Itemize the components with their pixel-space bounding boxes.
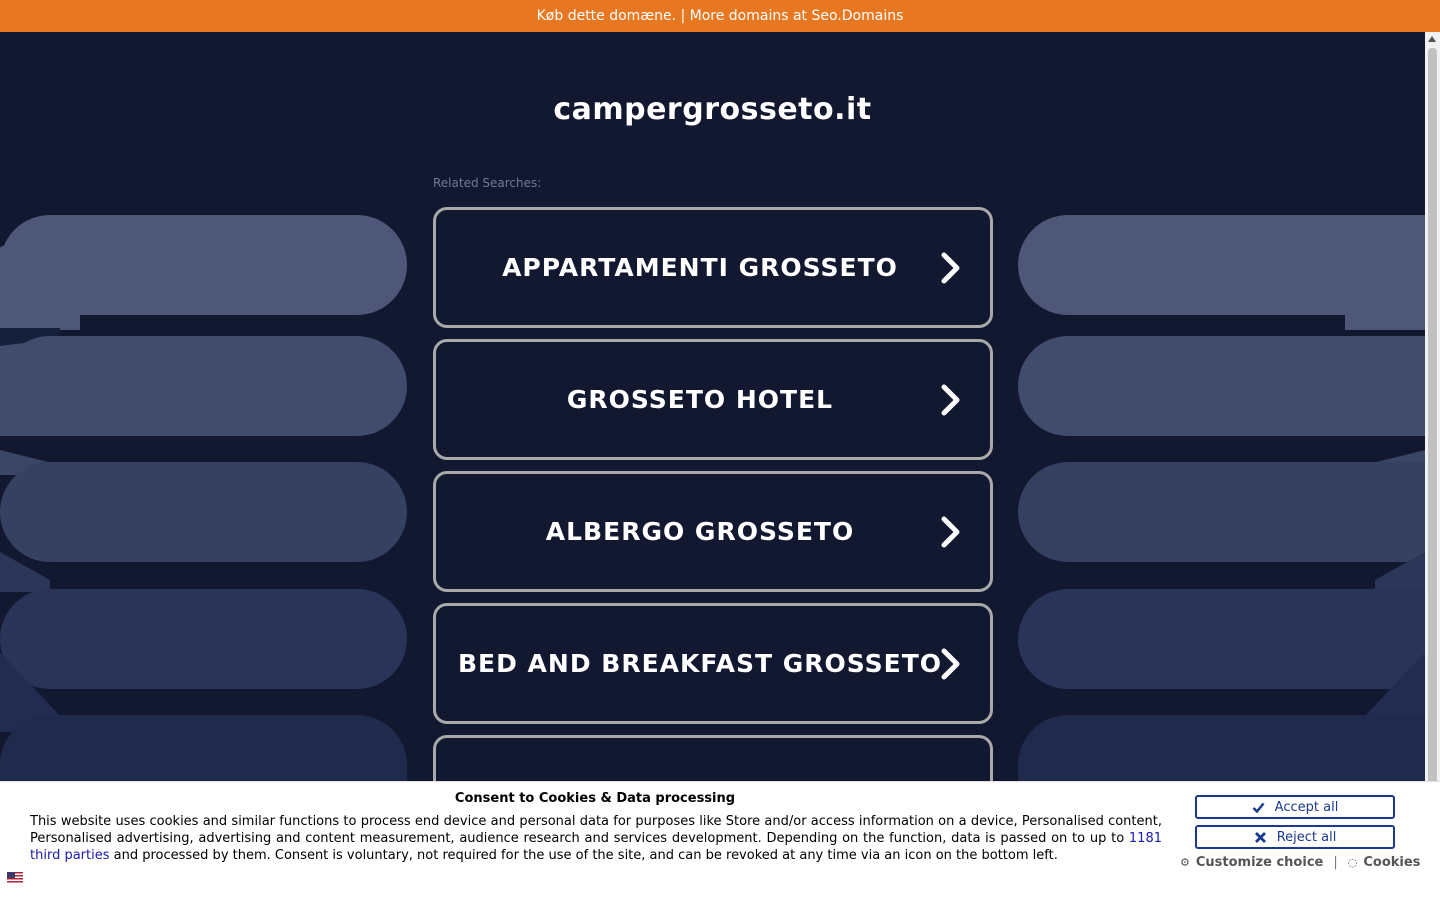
- search-link-label: APPARTAMENTI GROSSETO: [502, 253, 898, 282]
- search-link-label: GROSSETO HOTEL: [566, 385, 834, 414]
- scrollbar-thumb[interactable]: [1428, 48, 1437, 788]
- reject-all-button[interactable]: [1195, 825, 1395, 849]
- third-parties-link[interactable]: 1181 third parties: [30, 831, 1162, 863]
- consent-description: [30, 813, 1162, 864]
- search-link-albergo-grosseto[interactable]: [433, 471, 993, 592]
- reject-all-label: Reject all: [1276, 829, 1337, 845]
- check-icon: [1252, 802, 1265, 813]
- links-separator: |: [1333, 855, 1338, 870]
- cookie-consent-panel: [0, 781, 1440, 900]
- top-banner: [0, 0, 1440, 32]
- flag-us-icon[interactable]: [7, 872, 23, 883]
- search-link-label: BED AND BREAKFAST GROSSETO: [457, 649, 943, 678]
- search-link-bed-and-breakfast-grosseto[interactable]: [433, 603, 993, 724]
- consent-links: [1180, 855, 1420, 870]
- consent-title: Consent to Cookies & Data processing: [454, 791, 736, 806]
- buy-domain-link[interactable]: Køb dette domæne.: [536, 8, 677, 24]
- chevron-right-icon: [940, 383, 962, 417]
- chevron-right-icon: [940, 647, 962, 681]
- vertical-scrollbar[interactable]: [1425, 32, 1440, 900]
- cookie-icon: ◌: [1347, 856, 1358, 869]
- search-link-label: ALBERGO GROSSETO: [545, 517, 855, 546]
- gear-icon: ⚙: [1180, 856, 1190, 869]
- customize-choice-link[interactable]: Customize choice: [1195, 855, 1324, 870]
- x-icon: [1254, 831, 1267, 844]
- accept-all-label: Accept all: [1274, 799, 1339, 815]
- chevron-right-icon: [940, 515, 962, 549]
- main-area: [0, 32, 1425, 900]
- consent-text-part1: This website uses cookies and similar functions to process end device and personal data for purposes like Store and/or access information on a device, Personalised content, Personalised advertising, advertising and content measurement, audience research and services development. Depending on the function, data is passed on to up to: [30, 814, 1162, 846]
- accept-all-button[interactable]: [1195, 795, 1395, 819]
- related-searches-label: Related Searches:: [433, 176, 542, 190]
- cookies-link[interactable]: Cookies: [1363, 855, 1421, 870]
- scroll-up-icon[interactable]: [1428, 36, 1436, 42]
- chevron-right-icon: [940, 251, 962, 285]
- banner-separator: |: [680, 8, 686, 24]
- more-domains-link[interactable]: More domains at Seo.Domains: [689, 8, 904, 24]
- consent-text-part2: and processed by them. Consent is voluntary, not required for the use of the site, and can be revoked at any time via an icon on the bottom left.: [109, 848, 1058, 863]
- search-link-appartamenti-grosseto[interactable]: [433, 207, 993, 328]
- domain-title: campergrosseto.it: [553, 92, 872, 127]
- search-link-grosseto-hotel[interactable]: [433, 339, 993, 460]
